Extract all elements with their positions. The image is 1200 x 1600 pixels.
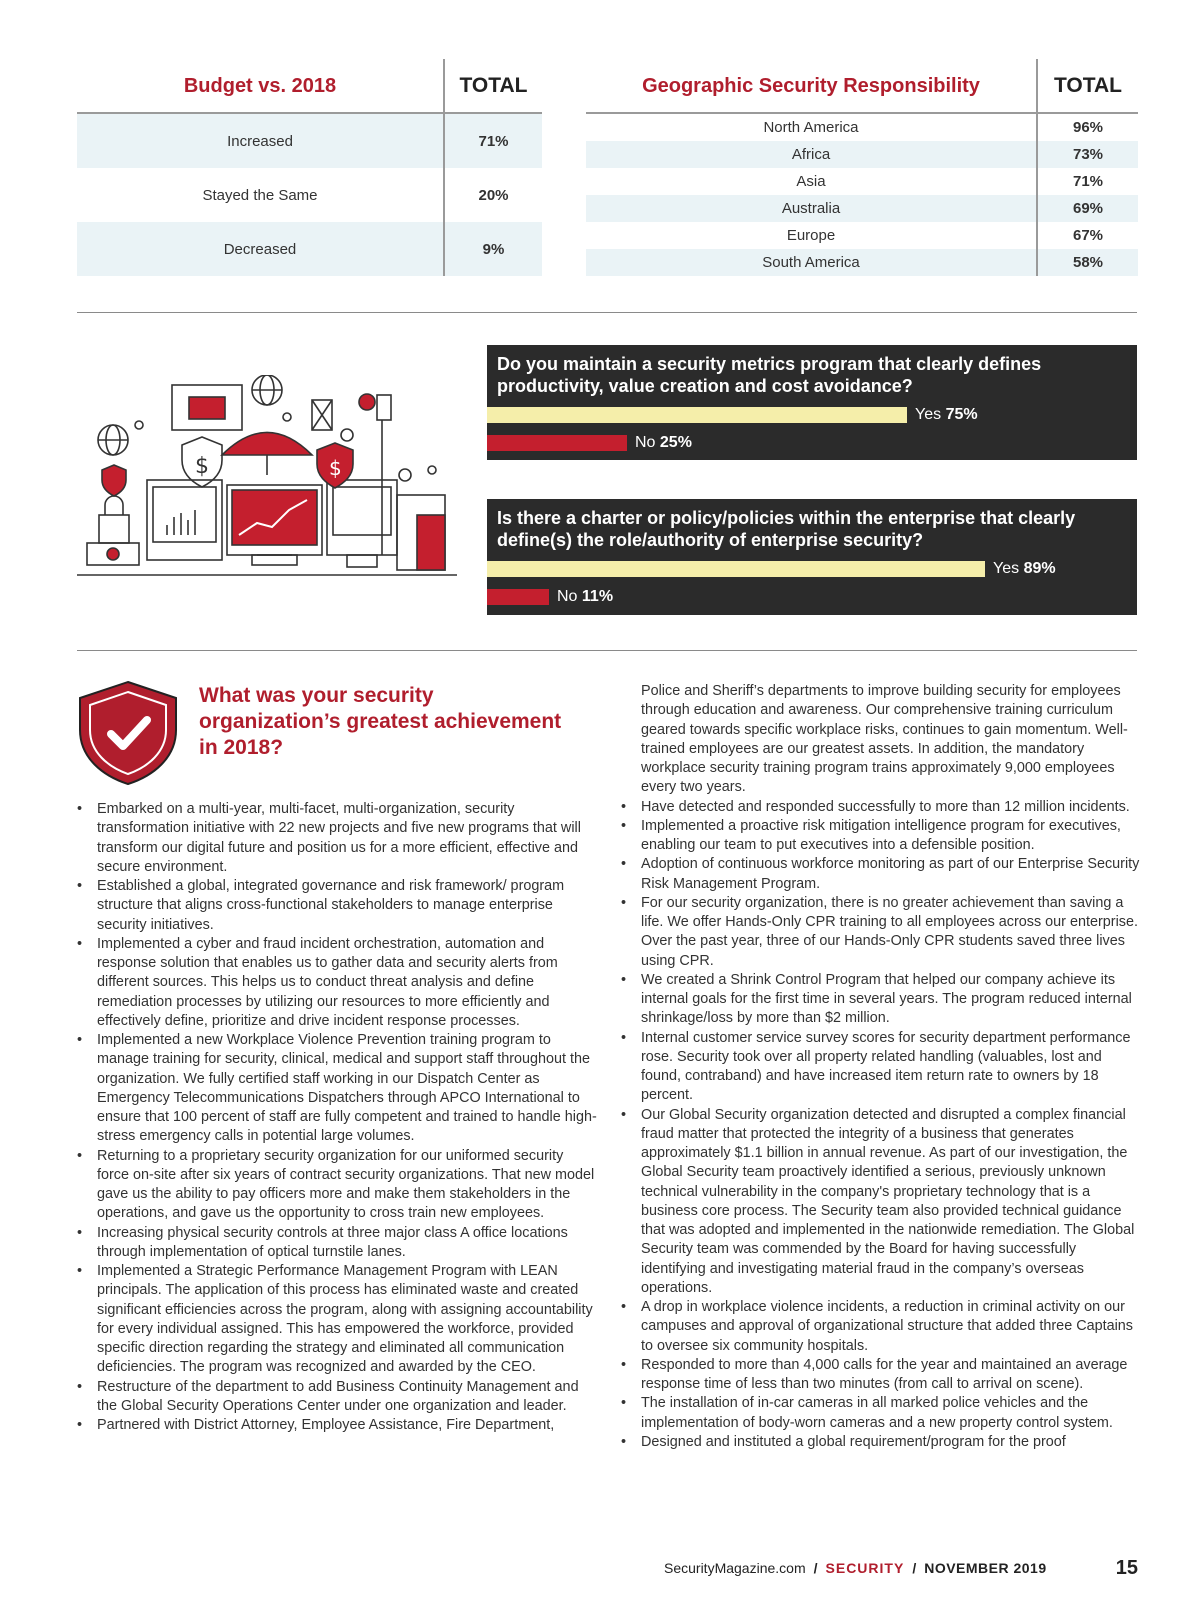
page-footer [664,1556,1138,1580]
budget-table-total-header: TOTAL [443,59,542,113]
budget-table-title: Budget vs. 2018 [183,74,337,97]
row-value: 69% [1036,195,1138,222]
list-item: • Responded to more than 4,000 calls for the year and maintained an average response time of less than two minutes (from call to arrival on scene). [621,1356,1141,1395]
bar-row-no [487,435,692,451]
row-value: 96% [1036,114,1138,141]
table-row [77,222,542,276]
divider [77,650,1137,651]
bar-no [487,589,549,605]
row-label: Decreased [223,240,297,258]
bar-yes-label [915,406,978,424]
page-number: 15 [1115,1556,1138,1579]
list-item: • Have detected and responded successfully to more than 12 million incidents. [621,798,1141,817]
row-label: South America [762,254,860,271]
row-value: 73% [1036,141,1138,168]
footer-separator: / [813,1560,818,1576]
list-item: • Adoption of continuous workforce monitoring as part of our Enterprise Security Risk Management Program. [621,855,1141,894]
survey-panel-charter [487,499,1137,615]
row-label: Africa [791,146,831,163]
list-item: • Implemented a Strategic Performance Management Program with LEAN principals. The application of this process has eliminated waste and created significant efficiencies across the program, along with assigning accountability for every individual assigned. This has empowered the workforce, provided specific direction regarding the strategy and eliminated all communication deficiencies. The program was recognized and awarded by the CEO. [77,1262,597,1378]
svg-text:$: $ [195,454,209,479]
achievements-list-left [77,800,597,1435]
achievements-left-column [77,800,597,1435]
survey-question: Is there a charter or policy/policies within the enterprise that clearly define(s) the role/authority of enterprise security? [497,508,1076,550]
achievements-list-right [621,798,1141,1453]
row-value: 58% [1036,249,1138,276]
bar-row-no [487,589,613,605]
bar-row-yes [487,407,978,423]
bar-value: 11% [581,588,614,605]
list-item: • Established a global, integrated governance and risk framework/ program structure that aligns cross-functional stakeholders to manage enterprise security initiatives. [77,877,597,935]
bar-no-label [635,434,692,452]
footer-magazine: SECURITY [825,1560,905,1576]
achievements-title: What was your security organization’s greatest achievement in 2018? [199,684,562,759]
geo-table [586,60,1138,276]
geo-table-title: Geographic Security Responsibility [642,74,980,97]
row-value: 9% [443,222,542,276]
bar-yes-label [993,560,1056,578]
table-row [586,141,1138,168]
bar-category: No [557,588,578,605]
list-item: • Our Global Security organization detected and disrupted a complex financial fraud matter that protected the integrity of a business that generates approximately $1.1 billion in annual revenue. As part of our investigation, the Global Security team proactively identified a serious, previously unknown technical vulnerability in the company's proprietary technology that is a business core process. The Security team also provided technical guidance that was adopted and implemented in the nationwide remediation. The Global Security team was commended by the Board for having successfully identifying and investigating material fraud in the company’s overseas operations. [621,1106,1141,1299]
bar-no [487,435,627,451]
list-item-continuation: Police and Sheriff’s departments to improve building security for employees through education and awareness. Our comprehensive training curriculum geared towards specific workplace risks, continues to gain momentum. Well-trained employees are our greatest assets. In addition, the mandatory workplace security training program trains approximately 9,000 employees every two years. [641,683,1128,796]
list-item: • Embarked on a multi-year, multi-facet, multi-organization, security transformation initiative with 22 new projects and five new programs that will transform our digital future and position us for a more efficient, effective and secure environment. [77,800,597,877]
list-item: • Implemented a proactive risk mitigation intelligence program for executives, enabling our team to put executives into a defensible position. [621,817,1141,856]
list-item: • Internal customer service survey scores for security department performance rose. Security took over all property related handling (valuables, lost and found, contraband) and have increased item return rate to owners by 18 percent. [621,1029,1141,1106]
bar-yes [487,407,907,423]
survey-panel-metrics [487,345,1137,460]
row-value: 67% [1036,222,1138,249]
bar-value: 75% [945,406,978,423]
list-item: • Increasing physical security controls at three major class A office locations through implementation of optical turnstile lanes. [77,1224,597,1263]
list-item: • The installation of in-car cameras in all marked police vehicles and the implementation of body-worn cameras and a new property control system. [621,1394,1141,1433]
bar-category: Yes [915,406,942,423]
geo-table-total-header: TOTAL [1036,59,1138,113]
geo-table-header [586,60,1138,114]
row-value: 71% [1036,168,1138,195]
security-infrastructure-illustration-icon [77,375,457,590]
survey-question: Do you maintain a security metrics program that clearly defines productivity, value creation and cost avoidance? [497,354,1042,396]
footer-site: SecurityMagazine.com [664,1560,806,1576]
row-value: 71% [443,114,542,168]
list-item: • For our security organization, there is no greater achievement than saving a life. We offer Hands-Only CPR training to all employees across our enterprise. Over the past year, three of our Hands-Only CPR students saved three lives using CPR. [621,894,1141,971]
footer-separator: / [912,1560,917,1576]
bar-yes [487,561,985,577]
divider [77,312,1137,313]
achievements-right-column [621,682,1141,1452]
list-item: • Partnered with District Attorney, Employee Assistance, Fire Department, [77,1416,597,1435]
row-label: Australia [781,200,841,217]
shield-check-icon [77,680,179,786]
list-item: • Returning to a proprietary security organization for our uniformed security force on-site after six years of contract security organizations. That new model gave us the ability to pay officers more and make them stakeholders in the operations, and gave us the opportunity to cross train new employees. [77,1147,597,1224]
table-row [586,222,1138,249]
table-row [77,168,542,222]
table-row [77,114,542,168]
budget-table [77,60,542,276]
list-item: • Implemented a new Workplace Violence Prevention training program to manage training for security, clinical, medical and support staff throughout the organization. We fully certified staff working in our Dispatch Center as Emergency Telecommunications Dispatchers through APCO International to ensure that 100 percent of staff are fully competent and trained to handle high-stress emergency calls in potential large volumes. [77,1031,597,1147]
footer-date: NOVEMBER 2019 [924,1560,1047,1576]
bar-category: Yes [993,560,1020,577]
list-item: • Implemented a cyber and fraud incident orchestration, automation and response solution that enables us to gather data and security alerts from different sources. This helps us to conduct threat analysis and define remediation processes by utilizing our resources to more efficiently and effectively define, prioritize and drive incident response processes. [77,935,597,1031]
bar-no-label [557,588,613,606]
list-item: • A drop in workplace violence incidents, a reduction in criminal activity on our campuses and approval of organizational structure that added three Captains to oversee six community hospitals. [621,1298,1141,1356]
table-row [586,249,1138,276]
bar-value: 25% [659,434,692,451]
table-row [586,168,1138,195]
table-row [586,195,1138,222]
row-label: North America [763,119,859,136]
budget-table-header [77,60,542,114]
table-row [586,114,1138,141]
row-label: Increased [227,132,293,150]
list-item: • Designed and instituted a global requirement/program for the proof [621,1433,1141,1452]
bar-row-yes [487,561,1056,577]
row-label: Asia [796,173,826,190]
row-value: 20% [443,168,542,222]
bar-value: 89% [1023,560,1056,577]
list-item: • We created a Shrink Control Program that helped our company achieve its internal goals for the first time in several years. The program reduced internal shrinkage/loss by more than $2 million. [621,971,1141,1029]
row-label: Stayed the Same [202,186,318,204]
bar-category: No [635,434,656,451]
list-item: • Restructure of the department to add Business Continuity Management and the Global Security Operations Center under one organization and leader. [77,1378,597,1417]
svg-text:$: $ [329,456,342,480]
row-label: Europe [786,227,836,244]
